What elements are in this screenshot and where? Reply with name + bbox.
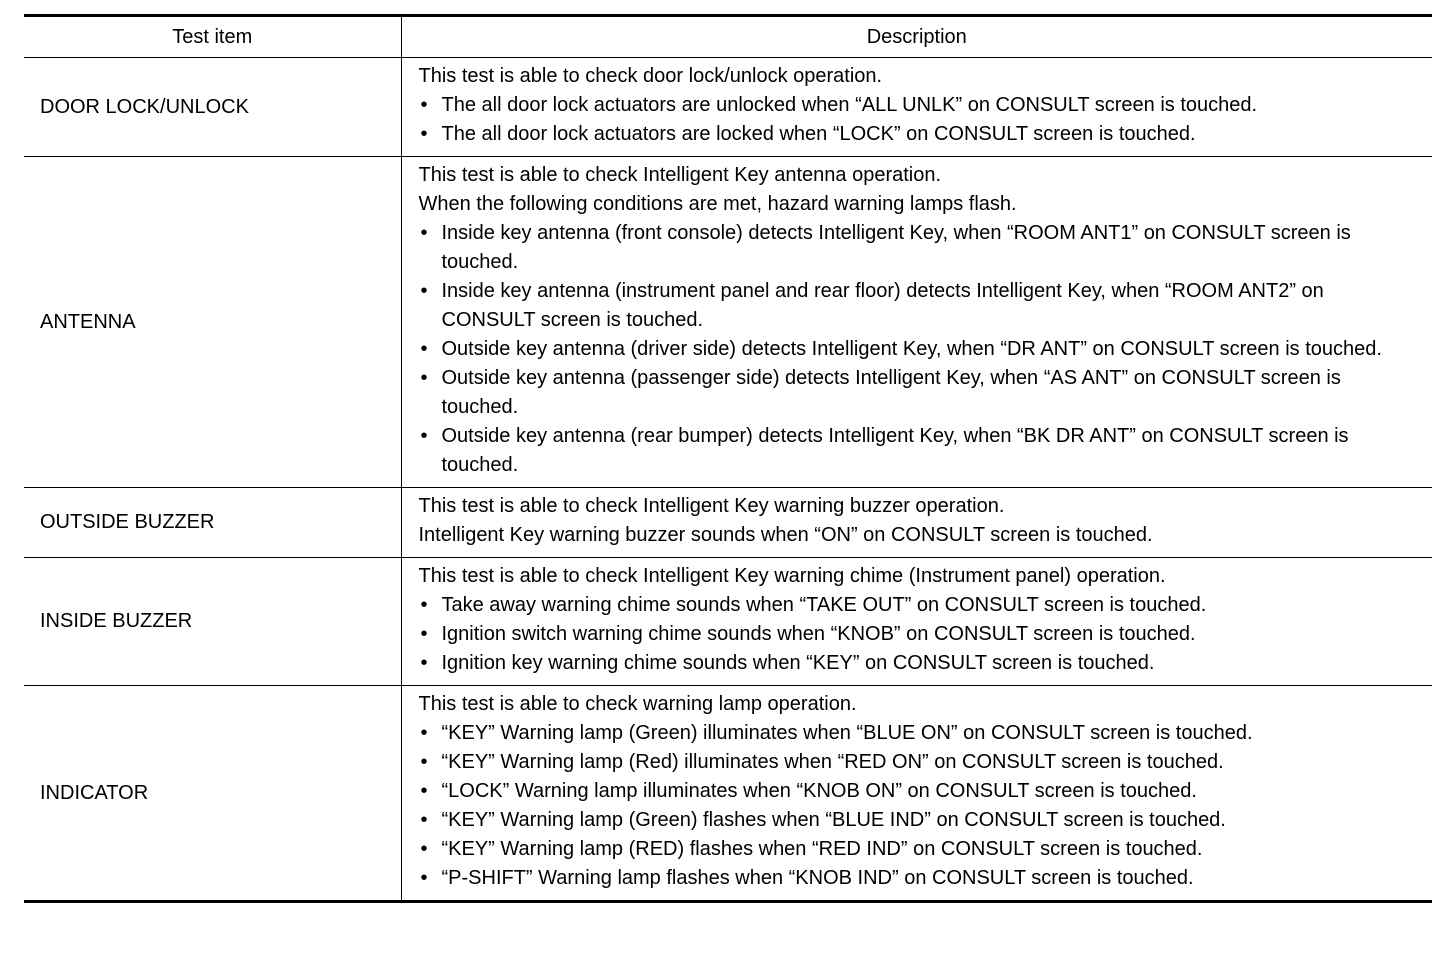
bullet-text: Outside key antenna (rear bumper) detects Intelligent Key, when “BK DR ANT” on CONSULT screen is touched.: [441, 425, 1349, 476]
bullet-text: “LOCK” Warning lamp illuminates when “KNOB ON” on CONSULT screen is touched.: [441, 780, 1197, 802]
description-bullet: [419, 649, 1433, 678]
bullet-text: Ignition key warning chime sounds when “KEY” on CONSULT screen is touched.: [441, 652, 1155, 674]
bullet-text: Outside key antenna (driver side) detects Intelligent Key, when “DR ANT” on CONSULT screen is touched.: [441, 338, 1382, 360]
bullet-text: Outside key antenna (passenger side) detects Intelligent Key, when “AS ANT” on CONSULT screen is touched.: [441, 367, 1341, 418]
bullet-dot: •: [420, 623, 428, 645]
description-bullet: [419, 748, 1433, 777]
test-item-table-container: [24, 14, 1432, 903]
header-test-item: Test item: [24, 16, 401, 58]
bullet-dot: •: [420, 722, 428, 744]
test-item-table: [24, 14, 1432, 903]
test-item-cell: DOOR LOCK/UNLOCK: [24, 58, 401, 157]
bullet-dot: •: [420, 780, 428, 802]
description-bullet: [419, 277, 1377, 335]
description-line: This test is able to check Intelligent Key warning chime (Instrument panel) operation.: [418, 565, 1166, 587]
bullet-dot: •: [420, 652, 428, 674]
table-row: [24, 58, 1432, 157]
bullet-text: “KEY” Warning lamp (Red) illuminates when “RED ON” on CONSULT screen is touched.: [441, 751, 1224, 773]
description-line: This test is able to check Intelligent Key antenna operation.: [418, 164, 942, 186]
bullet-dot: •: [420, 280, 428, 302]
table-row: [24, 558, 1432, 686]
bullet-dot: •: [420, 338, 428, 360]
description-line: This test is able to check Intelligent Key warning buzzer operation.: [418, 495, 1005, 517]
description-cell: [401, 558, 1432, 686]
bullet-dot: •: [420, 751, 428, 773]
test-item-cell: INSIDE BUZZER: [24, 558, 401, 686]
description-bullet: [419, 91, 1433, 120]
description-bullet: [419, 335, 1432, 364]
description-cell: [401, 488, 1432, 558]
description-bullet: [419, 219, 1417, 277]
description-line: This test is able to check door lock/unlock operation.: [418, 65, 883, 87]
description-line: Intelligent Key warning buzzer sounds when “ON” on CONSULT screen is touched.: [418, 524, 1153, 546]
bullet-dot: •: [420, 222, 428, 244]
bullet-text: “KEY” Warning lamp (Green) flashes when “BLUE IND” on CONSULT screen is touched.: [441, 809, 1226, 831]
bullet-text: Inside key antenna (instrument panel and rear floor) detects Intelligent Key, when “ROOM ANT2” on CONSULT screen is touched.: [441, 280, 1324, 331]
description-bullet: [419, 364, 1417, 422]
bullet-dot: •: [420, 367, 428, 389]
description-cell: [401, 686, 1432, 902]
bullet-text: The all door lock actuators are locked when “LOCK” on CONSULT screen is touched.: [441, 123, 1196, 145]
description-cell: [401, 157, 1432, 488]
test-item-cell: INDICATOR: [24, 686, 401, 902]
bullet-dot: •: [420, 425, 428, 447]
description-bullet: [419, 835, 1433, 864]
description-bullet: [419, 777, 1433, 806]
test-item-cell: ANTENNA: [24, 157, 401, 488]
description-bullet: [419, 620, 1433, 649]
bullet-dot: •: [420, 94, 428, 116]
bullet-text: “KEY” Warning lamp (Green) illuminates when “BLUE ON” on CONSULT screen is touched.: [441, 722, 1253, 744]
description-bullet: [419, 120, 1433, 149]
bullet-text: “P-SHIFT” Warning lamp flashes when “KNOB IND” on CONSULT screen is touched.: [441, 867, 1194, 889]
bullet-text: Ignition switch warning chime sounds when “KNOB” on CONSULT screen is touched.: [441, 623, 1196, 645]
table-body: [24, 58, 1432, 902]
table-row: [24, 488, 1432, 558]
test-item-cell: OUTSIDE BUZZER: [24, 488, 401, 558]
bullet-dot: •: [420, 123, 428, 145]
description-bullet: [419, 719, 1433, 748]
bullet-text: Take away warning chime sounds when “TAKE OUT” on CONSULT screen is touched.: [441, 594, 1207, 616]
table-header: [24, 16, 1432, 58]
description-cell: [401, 58, 1432, 157]
description-bullet: [419, 864, 1433, 893]
bullet-dot: •: [420, 838, 428, 860]
description-line: This test is able to check warning lamp operation.: [418, 693, 857, 715]
bullet-text: “KEY” Warning lamp (RED) flashes when “RED IND” on CONSULT screen is touched.: [441, 838, 1203, 860]
description-bullet: [419, 591, 1433, 620]
header-description: Description: [401, 16, 1432, 58]
header-row: [24, 16, 1432, 58]
bullet-dot: •: [420, 867, 428, 889]
bullet-text: Inside key antenna (front console) detects Intelligent Key, when “ROOM ANT1” on CONSULT screen is touched.: [441, 222, 1351, 273]
bullet-dot: •: [420, 809, 428, 831]
table-row: [24, 157, 1432, 488]
description-line: When the following conditions are met, hazard warning lamps flash.: [418, 193, 1017, 215]
bullet-text: The all door lock actuators are unlocked when “ALL UNLK” on CONSULT screen is touched.: [441, 94, 1258, 116]
description-bullet: [419, 422, 1417, 480]
table-row: [24, 686, 1432, 902]
bullet-dot: •: [420, 594, 428, 616]
description-bullet: [419, 806, 1433, 835]
